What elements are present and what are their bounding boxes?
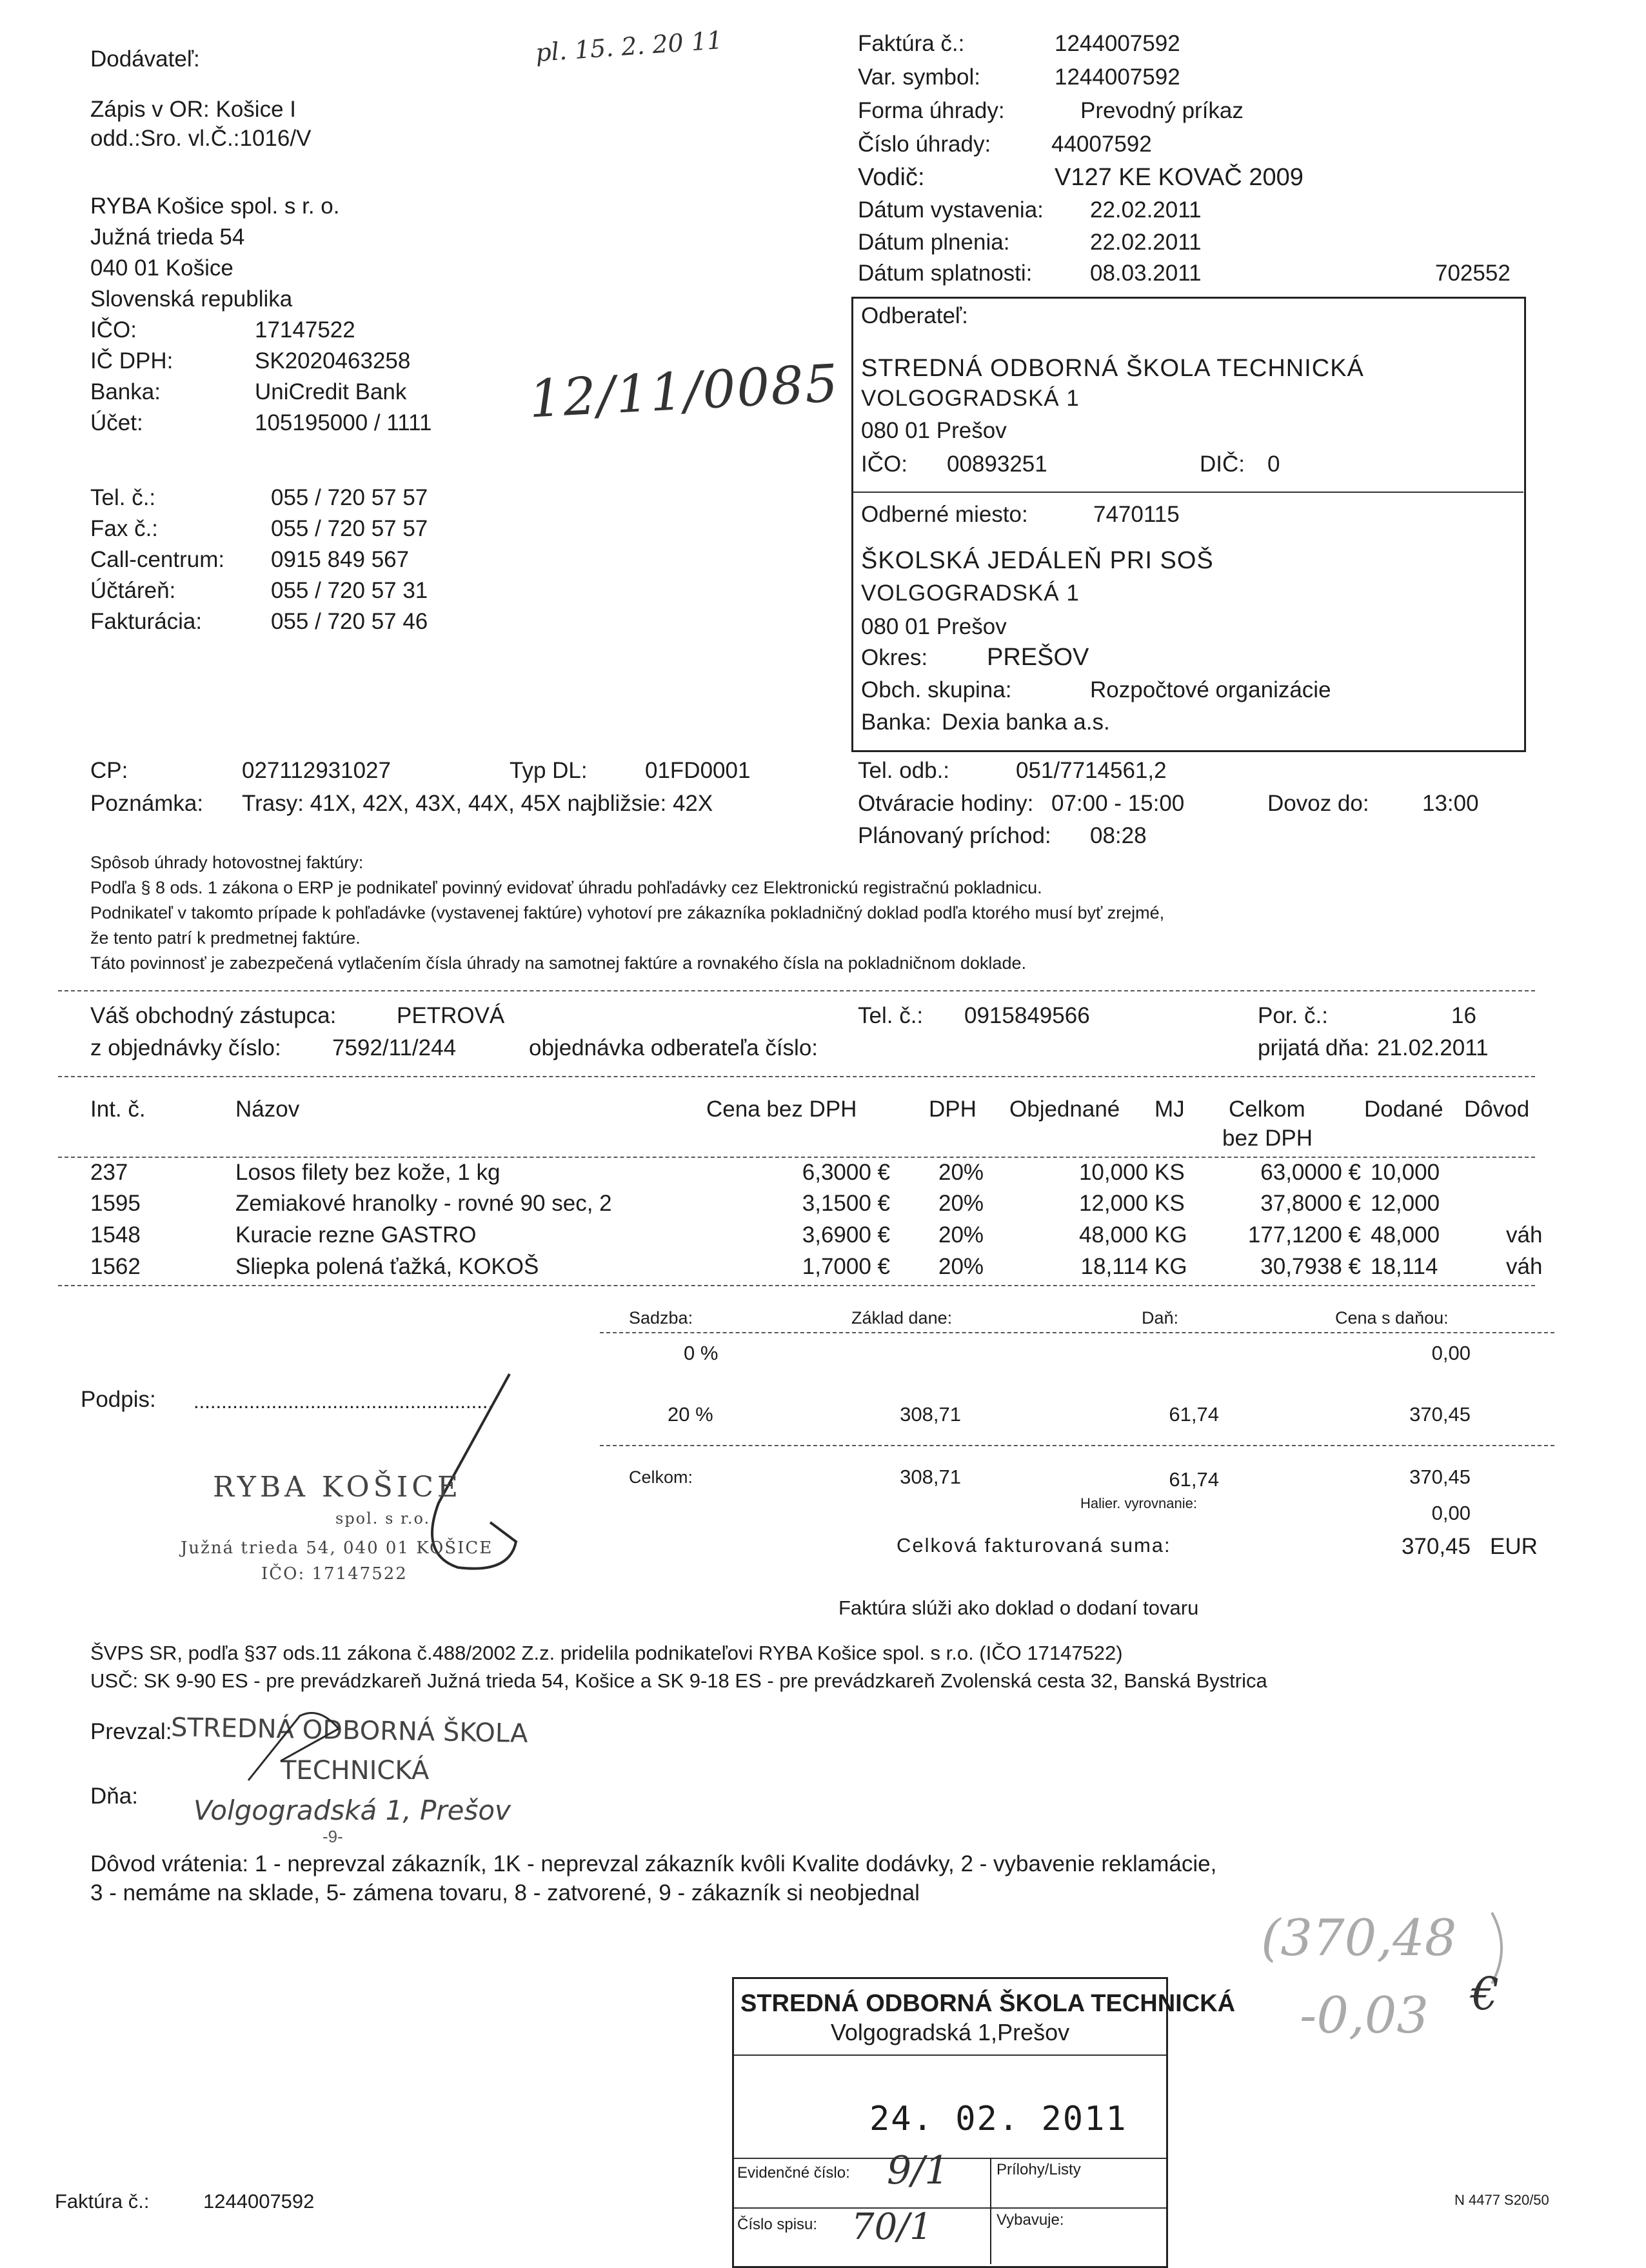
registry-evid-label: Evidenčné číslo:: [737, 2164, 850, 2182]
legal-line: ŠVPS SR, podľa §37 ods.11 zákona č.488/2002 Z.z. pridelila podnikateľovi RYBA Košice spol. s r.o. (IČO 17147522): [90, 1642, 1123, 1664]
col-delivered: Dodané: [1364, 1097, 1443, 1122]
hours-value: 07:00 - 15:00: [1051, 791, 1185, 816]
col-int: Int. č.: [90, 1097, 146, 1122]
order-number: 7592/11/244: [332, 1035, 457, 1060]
cell-price: 1,7000 €: [802, 1254, 890, 1279]
arrival-value: 08:28: [1090, 823, 1147, 848]
purpose-note: Faktúra slúži ako doklad o dodaní tovaru: [838, 1597, 1199, 1619]
invoice-label: Forma úhrady:: [858, 98, 1005, 123]
customer-street: VOLGOGRADSKÁ 1: [861, 386, 1080, 411]
registry-spis-value: 70/1: [851, 2206, 933, 2248]
grand-total: 370,45: [1401, 1534, 1471, 1559]
footer-code: N 4477 S20/50: [1454, 2192, 1549, 2208]
customer-ico: 00893251: [947, 452, 1047, 477]
supplier-bank-label: Banka:: [90, 379, 161, 404]
supplier-city: 040 01 Košice: [90, 255, 233, 281]
dovoz-label: Dovoz do:: [1267, 791, 1369, 816]
supplier-ico: 17147522: [255, 317, 355, 343]
cell-int: 237: [90, 1160, 128, 1185]
note-label: Poznámka:: [90, 791, 204, 816]
typdl-value: 01FD0001: [645, 758, 751, 783]
col-total: Celkom: [1229, 1097, 1305, 1122]
cell-total: 177,1200 €: [1247, 1222, 1361, 1248]
invoice-value: 1244007592: [1055, 31, 1180, 56]
contact-value: 055 / 720 57 46: [271, 609, 428, 634]
summary-tax-header: Daň:: [1142, 1308, 1179, 1328]
supplier-registration: Zápis v OR: Košice I: [90, 97, 296, 122]
cash-notice-line: Podnikateľ v takomto prípade k pohľadávke (vystavenej faktúre) vyhotoví pre zákazníka pokladničný doklad podľa ktorého musí byť zrejmé,: [90, 903, 1165, 922]
col-total-sub: bez DPH: [1222, 1126, 1313, 1151]
divider: [58, 1076, 1535, 1077]
cell-int: 1562: [90, 1254, 141, 1279]
received-label: prijatá dňa:: [1258, 1035, 1370, 1060]
footer-invoice-label: Faktúra č.:: [55, 2190, 150, 2213]
invoice-value: 22.02.2011: [1090, 197, 1202, 223]
invoice-reference: 702552: [1435, 261, 1511, 286]
contact-value: 055 / 720 57 31: [271, 578, 428, 603]
cell-int: 1595: [90, 1191, 141, 1216]
supplier-country: Slovenská republika: [90, 286, 293, 312]
cell-unit: KS: [1155, 1160, 1185, 1185]
rep-value: PETROVÁ: [397, 1003, 505, 1028]
invoice-label: Dátum vystavenia:: [858, 197, 1044, 223]
cell-unit: KG: [1155, 1222, 1187, 1248]
delivery-district-label: Okres:: [861, 645, 928, 670]
registry-divider: [734, 2054, 1166, 2056]
supplier-account-label: Účet:: [90, 410, 143, 435]
registry-divider: [734, 2207, 1166, 2209]
cell-unit: KS: [1155, 1191, 1185, 1216]
contact-label: Účtáreň:: [90, 578, 176, 603]
cell-reason: váh: [1506, 1254, 1543, 1279]
cell-price: 3,6900 €: [802, 1222, 890, 1248]
registry-column-divider: [990, 2158, 991, 2264]
por-value: 16: [1451, 1003, 1476, 1028]
rounding-label: Halier. vyrovnanie:: [1080, 1495, 1197, 1511]
customer-order-label: objednávka odberateľa číslo:: [529, 1035, 818, 1060]
rep-label: Váš obchodný zástupca:: [90, 1003, 337, 1028]
handwritten-correction: -0,03: [1300, 1987, 1429, 2045]
summary-total-tax: 61,74: [1169, 1468, 1219, 1491]
cell-price: 3,1500 €: [802, 1191, 890, 1216]
divider: [600, 1445, 1554, 1446]
received-date-label: Dňa:: [90, 1784, 138, 1809]
legal-line: USČ: SK 9-90 ES - pre prevádzkareň Južná trieda 54, Košice a SK 9-18 ES - pre prevádzkareň Zvolenská cesta 32, Banská Bystrica: [90, 1669, 1267, 1692]
por-label: Por. č.:: [1258, 1003, 1328, 1028]
cell-name: Losos filety bez kože, 1 kg: [235, 1160, 501, 1185]
received-date: 21.02.2011: [1377, 1035, 1489, 1060]
rounding-value: 0,00: [1431, 1502, 1471, 1524]
delivery-street: VOLGOGRADSKÁ 1: [861, 581, 1080, 606]
cell-total: 63,0000 €: [1260, 1160, 1361, 1185]
customer-dic-label: DIČ:: [1200, 452, 1245, 477]
cell-name: Kuracie rezne GASTRO: [235, 1222, 477, 1248]
cell-total: 37,8000 €: [1260, 1191, 1361, 1216]
signature-label: Podpis:: [81, 1387, 156, 1412]
summary-withtax: 370,45: [1409, 1403, 1471, 1426]
receipt-signature: [242, 1709, 371, 1787]
cash-notice-line: Táto povinnosť je zabezpečená vytlačením čísla úhrady na samotnej faktúre a rovnakého čísla na pokladničnom doklade.: [90, 953, 1026, 973]
supplier-icdph: SK2020463258: [255, 348, 411, 373]
cp-value: 027112931027: [242, 758, 391, 783]
contact-label: Fax č.:: [90, 516, 159, 541]
seal-line: RYBA KOŠICE: [213, 1471, 462, 1504]
cell-qty: 48,000: [1078, 1222, 1148, 1248]
cell-vat: 20%: [938, 1160, 984, 1185]
order-tel-label: Tel. č.:: [858, 1003, 924, 1028]
cash-notice-line: Podľa § 8 ods. 1 zákona o ERP je podnikateľ povinný evidovať úhradu pohľadávky cez Elektronickú registračnú pokladnicu.: [90, 878, 1042, 897]
cell-price: 6,3000 €: [802, 1160, 890, 1185]
school-stamp-line: TECHNICKÁ: [281, 1756, 430, 1786]
col-price: Cena bez DPH: [706, 1097, 857, 1122]
delivery-name: ŠKOLSKÁ JEDÁLEŇ PRI SOŠ: [861, 547, 1214, 574]
cell-delivered: 10,000: [1371, 1160, 1440, 1185]
customer-heading: Odberateľ:: [861, 303, 968, 328]
return-reasons-line: Dôvod vrátenia: 1 - neprevzal zákazník, 1K - neprevzal zákazník kvôli Kvalite dodávky, 2 - vybavenie reklamácie,: [90, 1851, 1217, 1876]
cell-vat: 20%: [938, 1191, 984, 1216]
summary-rate-header: Sadzba:: [629, 1308, 693, 1328]
invoice-label: Vodič:: [858, 164, 925, 191]
contact-value: 0915 849 567: [271, 547, 410, 572]
summary-withtax: 0,00: [1431, 1342, 1471, 1364]
customer-dic: 0: [1267, 452, 1280, 477]
contact-label: Call-centrum:: [90, 547, 225, 572]
order-number-label: z objednávky číslo:: [90, 1035, 281, 1060]
invoice-value: 1244007592: [1055, 65, 1180, 90]
cell-qty: 18,114: [1080, 1254, 1148, 1279]
invoice-label: Číslo úhrady:: [858, 132, 991, 157]
summary-total-withtax: 370,45: [1409, 1466, 1471, 1488]
cell-name: Sliepka polená ťažká, KOKOŠ: [235, 1254, 539, 1279]
registry-handler-label: Vybavuje:: [997, 2211, 1064, 2229]
summary-rate: 20 %: [668, 1403, 713, 1426]
dovoz-value: 13:00: [1422, 791, 1479, 816]
summary-base: 308,71: [900, 1403, 961, 1426]
delivery-district: PREŠOV: [987, 644, 1089, 671]
cell-vat: 20%: [938, 1254, 984, 1279]
supplier-bank: UniCredit Bank: [255, 379, 407, 404]
cell-qty: 12,000: [1078, 1191, 1148, 1216]
summary-base-header: Základ dane:: [851, 1308, 953, 1328]
supplier-name: RYBA Košice spol. s r. o.: [90, 194, 340, 219]
invoice-label: Faktúra č.:: [858, 31, 965, 56]
tel-odb-value: 051/7714561,2: [1016, 758, 1167, 783]
cell-unit: KG: [1155, 1254, 1187, 1279]
col-ordered: Objednané: [1009, 1097, 1120, 1122]
cell-reason: váh: [1506, 1222, 1543, 1248]
invoice-label: Dátum plnenia:: [858, 230, 1010, 255]
registry-divider: [734, 2158, 1166, 2159]
invoice-value: 44007592: [1051, 132, 1152, 157]
col-unit: MJ: [1155, 1097, 1185, 1122]
school-stamp-line: Volgogradská 1, Prešov: [193, 1795, 511, 1826]
cell-delivered: 12,000: [1371, 1191, 1440, 1216]
delivery-group-label: Obch. skupina:: [861, 677, 1012, 702]
divider: [600, 1332, 1554, 1333]
hours-label: Otváracie hodiny:: [858, 791, 1034, 816]
summary-tax: 61,74: [1169, 1403, 1219, 1426]
seal-line: Južná trieda 54, 040 01 KOŠICE: [181, 1538, 493, 1558]
footer-invoice-number: 1244007592: [203, 2190, 315, 2213]
supplier-registration-section: odd.:Sro. vl.Č.:1016/V: [90, 126, 312, 151]
handwritten-note: pl. 15. 2. 20 11: [534, 25, 724, 68]
cell-int: 1548: [90, 1222, 141, 1248]
contact-value: 055 / 720 57 57: [271, 485, 428, 510]
cp-label: CP:: [90, 758, 128, 783]
divider: [58, 1157, 1535, 1158]
invoice-label: Dátum splatnosti:: [858, 261, 1033, 286]
arrival-label: Plánovaný príchod:: [858, 823, 1051, 848]
school-stamp-line: -9-: [322, 1827, 343, 1846]
supplier-account: 105195000 / 1111: [255, 410, 432, 435]
delivery-bank: Dexia banka a.s.: [942, 710, 1110, 735]
col-vat: DPH: [929, 1097, 977, 1122]
contact-value: 055 / 720 57 57: [271, 516, 428, 541]
cash-notice-line: Spôsob úhrady hotovostnej faktúry:: [90, 853, 364, 872]
contact-label: Tel. č.:: [90, 485, 156, 510]
divider: [58, 1285, 1535, 1286]
delivery-code: 7470115: [1093, 502, 1180, 527]
grand-total-currency: EUR: [1490, 1534, 1538, 1559]
handwritten-amount: (370,48: [1261, 1909, 1457, 1967]
invoice-label: Var. symbol:: [858, 65, 980, 90]
return-reasons-line: 3 - nemáme na sklade, 5- zámena tovaru, 8 - zatvorené, 9 - zákazník si neobjednal: [90, 1880, 920, 1905]
invoice-value: Prevodný príkaz: [1080, 98, 1244, 123]
tel-odb-label: Tel. odb.:: [858, 758, 950, 783]
typdl-label: Typ DL:: [510, 758, 588, 783]
cell-vat: 20%: [938, 1222, 984, 1248]
cell-qty: 10,000: [1078, 1160, 1148, 1185]
received-by-label: Prevzal:: [90, 1719, 172, 1744]
registry-date: 24. 02. 2011: [869, 2100, 1127, 2138]
invoice-value: 22.02.2011: [1090, 230, 1202, 255]
contact-label: Fakturácia:: [90, 609, 203, 634]
delivery-label: Odberné miesto:: [861, 502, 1028, 527]
delivery-bank-label: Banka:: [861, 710, 931, 735]
supplier-heading: Dodávateľ:: [90, 46, 200, 72]
signature-line: ......................................................: [193, 1390, 494, 1413]
col-reason: Dôvod: [1464, 1097, 1530, 1122]
summary-total-label: Celkom:: [629, 1467, 693, 1487]
handwritten-currency: €: [1471, 1967, 1500, 2020]
note-value: Trasy: 41X, 42X, 43X, 44X, 45X najbližsie: 42X: [242, 791, 713, 816]
cash-notice-line: že tento patrí k predmetnej faktúre.: [90, 928, 361, 948]
supplier-street: Južná trieda 54: [90, 224, 245, 250]
invoice-value: 08.03.2011: [1090, 261, 1202, 286]
seal-line: IČO: 17147522: [261, 1564, 408, 1584]
registry-address: Volgogradská 1,Prešov: [830, 2019, 1070, 2045]
invoice-value: V127 KE KOVAČ 2009: [1055, 164, 1304, 191]
registry-spis-label: Číslo spisu:: [737, 2216, 818, 2233]
delivery-group: Rozpočtové organizácie: [1090, 677, 1331, 702]
customer-ico-label: IČO:: [861, 452, 907, 477]
cell-total: 30,7938 €: [1260, 1254, 1361, 1279]
summary-rate: 0 %: [684, 1342, 719, 1364]
supplier-ico-label: IČO:: [90, 317, 137, 343]
handwritten-stamp-number: 12/11/0085: [527, 353, 841, 430]
registry-title: STREDNÁ ODBORNÁ ŠKOLA TECHNICKÁ: [740, 1990, 1236, 2017]
registry-attachments-label: Prílohy/Listy: [997, 2161, 1081, 2178]
delivery-city: 080 01 Prešov: [861, 614, 1007, 639]
grand-total-label: Celková fakturovaná suma:: [897, 1534, 1171, 1557]
divider: [58, 990, 1535, 991]
supplier-icdph-label: IČ DPH:: [90, 348, 174, 373]
customer-city: 080 01 Prešov: [861, 418, 1007, 443]
order-tel-value: 0915849566: [964, 1003, 1090, 1028]
cell-name: Zemiakové hranolky - rovné 90 sec, 2: [235, 1191, 612, 1216]
summary-total-base: 308,71: [900, 1466, 961, 1488]
col-name: Názov: [235, 1097, 300, 1122]
registry-evid-value: 9/1: [887, 2148, 949, 2193]
customer-name: STREDNÁ ODBORNÁ ŠKOLA TECHNICKÁ: [861, 355, 1364, 382]
school-stamp-line: STREDNÁ ODBORNÁ ŠKOLA: [170, 1713, 528, 1749]
summary-withtax-header: Cena s daňou:: [1335, 1308, 1449, 1328]
cell-delivered: 48,000: [1371, 1222, 1440, 1248]
cell-delivered: 18,114: [1371, 1254, 1438, 1279]
seal-line: spol. s r.o.: [335, 1509, 431, 1527]
customer-box-divider: [853, 492, 1523, 493]
